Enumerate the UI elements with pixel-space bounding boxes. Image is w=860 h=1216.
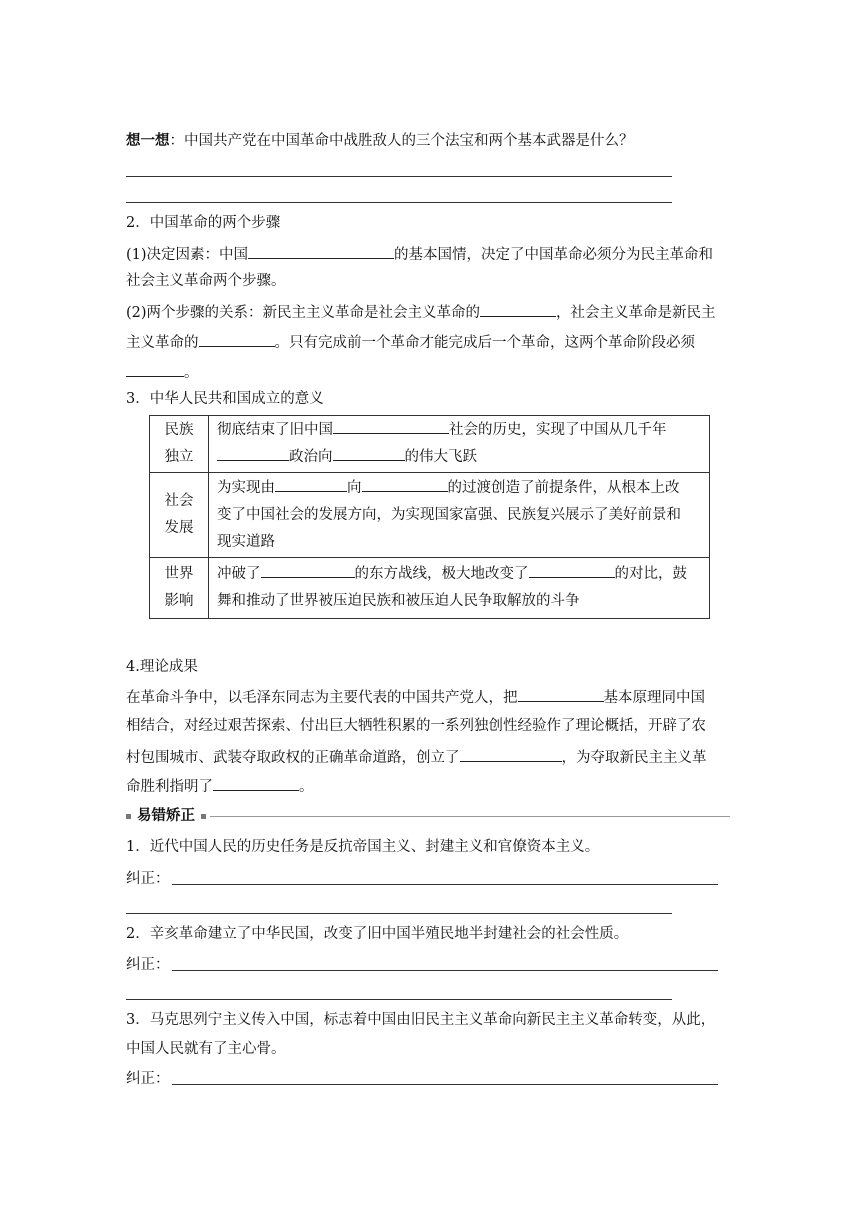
text: 彻底结束了旧中国 xyxy=(217,422,333,438)
s4-line xyxy=(126,746,707,768)
answer-line[interactable] xyxy=(126,176,672,177)
s2-paragraph-1 xyxy=(126,243,713,265)
text: 向 xyxy=(347,479,362,496)
answer-line[interactable] xyxy=(172,1084,718,1085)
fill-blank[interactable] xyxy=(518,686,604,702)
s2-paragraph-2 xyxy=(126,301,716,323)
error-correction-title: 易错矫正 xyxy=(137,808,195,824)
row-content xyxy=(209,558,710,619)
row-header-line: 发展 xyxy=(164,520,194,536)
text: (2)两个步骤的关系：新民主主义革命是社会主义革命的 xyxy=(126,305,481,321)
row-content xyxy=(209,416,710,473)
fill-blank[interactable] xyxy=(275,476,347,492)
error-item-3-cont: 中国人民就有了主心骨。 xyxy=(126,1041,286,1057)
s4-line xyxy=(126,775,314,797)
content-line: 舞和推动了世界被压迫民族和被压迫人民争取解放的斗争 xyxy=(217,593,580,609)
section-2-heading: 2．中国革命的两个步骤 xyxy=(126,215,281,231)
s2-paragraph-2-end xyxy=(126,361,199,383)
section-3-heading: 3．中华人民共和国成立的意义 xyxy=(126,391,324,407)
text: 的伟大飞跃 xyxy=(404,449,477,465)
row-header xyxy=(150,473,209,558)
content-line xyxy=(217,444,703,471)
row-header xyxy=(150,416,209,473)
fill-blank[interactable] xyxy=(529,562,615,578)
answer-line[interactable] xyxy=(126,913,672,914)
text: 基本原理同中国 xyxy=(603,690,705,706)
row-header xyxy=(150,558,209,619)
row-header-line: 社会 xyxy=(164,493,194,509)
table-row xyxy=(150,558,710,619)
content-line xyxy=(217,417,703,444)
text: 主义革命的 xyxy=(126,335,199,351)
table-row xyxy=(150,473,710,558)
error-correction-header xyxy=(126,806,730,826)
square-bullet-icon xyxy=(126,814,131,819)
think-question xyxy=(126,131,634,151)
error-item-1: 1．近代中国人民的历史任务是反抗帝国主义、封建主义和官僚资本主义。 xyxy=(126,839,600,855)
square-bullet-icon xyxy=(201,814,206,819)
s2-paragraph-1-cont: 社会主义革命两个步骤。 xyxy=(126,273,286,289)
correction-label: 纠正： xyxy=(126,1071,170,1087)
text: 。 xyxy=(184,365,199,381)
text: 社会的历史，实现了中国从几千年 xyxy=(449,422,667,438)
answer-line[interactable] xyxy=(126,202,672,203)
text: 村包围城市、武装夺取政权的正确革命道路，创立了 xyxy=(126,750,460,766)
table-row xyxy=(150,416,710,473)
row-content xyxy=(209,473,710,558)
row-header-line: 影响 xyxy=(164,593,194,609)
answer-line[interactable] xyxy=(126,999,672,1000)
think-label: 想一想 xyxy=(126,133,170,149)
row-header-line: 世界 xyxy=(164,566,194,582)
text: ，为夺取新民主主义革 xyxy=(561,750,707,766)
fill-blank[interactable] xyxy=(460,746,562,762)
text: 在革命斗争中，以毛泽东同志为主要代表的中国共产党人，把 xyxy=(126,690,518,706)
think-question-text: ：中国共产党在中国革命中战胜敌人的三个法宝和两个基本武器是什么？ xyxy=(169,133,634,149)
text: 的过渡创造了前提条件，从根本上改 xyxy=(447,479,680,496)
text: 的东方战线，极大地改变了 xyxy=(354,566,529,582)
section-4-heading: 4.理论成果 xyxy=(126,659,198,675)
text: 命胜利指明了 xyxy=(126,779,213,795)
fill-blank[interactable] xyxy=(126,361,184,377)
content-line xyxy=(217,475,703,502)
fill-blank[interactable] xyxy=(217,445,289,461)
error-item-3: 3．马克思列宁主义传入中国，标志着中国由旧民主主义革命向新民主主义革命转变，从此， xyxy=(126,1012,716,1028)
row-header-line: 民族 xyxy=(164,422,194,438)
answer-line[interactable] xyxy=(172,970,718,971)
significance-table xyxy=(149,415,710,619)
text: 政治向 xyxy=(289,449,333,465)
s4-line: 相结合，对经过艰苦探索、付出巨大牺牲积累的一系列独创性经验作了理论概括，开辟了农 xyxy=(126,718,706,734)
error-item-2: 2．辛亥革命建立了中华民国，改变了旧中国半殖民地半封建社会的社会性质。 xyxy=(126,926,629,942)
text: 为实现由 xyxy=(217,479,275,496)
text: 的基本国情，决定了中国革命必须分为民主革命和 xyxy=(394,247,714,263)
text: 的对比，鼓 xyxy=(614,566,687,582)
fill-blank[interactable] xyxy=(480,301,556,317)
correction-label: 纠正： xyxy=(126,957,170,973)
s2-paragraph-2-cont xyxy=(126,331,695,353)
fill-blank[interactable] xyxy=(333,445,405,461)
text: 。 xyxy=(299,779,314,795)
fill-blank[interactable] xyxy=(199,331,275,347)
content-line: 现实道路 xyxy=(217,533,275,550)
s4-line xyxy=(126,686,705,708)
fill-blank[interactable] xyxy=(362,476,448,492)
fill-blank[interactable] xyxy=(261,562,355,578)
header-rule xyxy=(210,816,730,817)
text: 冲破了 xyxy=(217,566,261,582)
fill-blank[interactable] xyxy=(213,775,299,791)
text: ，社会主义革命是新民主 xyxy=(556,305,716,321)
correction-label: 纠正： xyxy=(126,871,170,887)
text: 。只有完成前一个革命才能完成后一个革命，这两个革命阶段必须 xyxy=(274,335,695,351)
content-line xyxy=(217,561,703,588)
row-header-line: 独立 xyxy=(164,449,194,465)
fill-blank[interactable] xyxy=(333,418,449,434)
fill-blank[interactable] xyxy=(248,243,394,259)
answer-line[interactable] xyxy=(172,884,718,885)
text: (1)决定因素：中国 xyxy=(126,247,249,263)
content-line: 变了中国社会的发展方向，为实现国家富强、民族复兴展示了美好前景和 xyxy=(217,506,681,523)
